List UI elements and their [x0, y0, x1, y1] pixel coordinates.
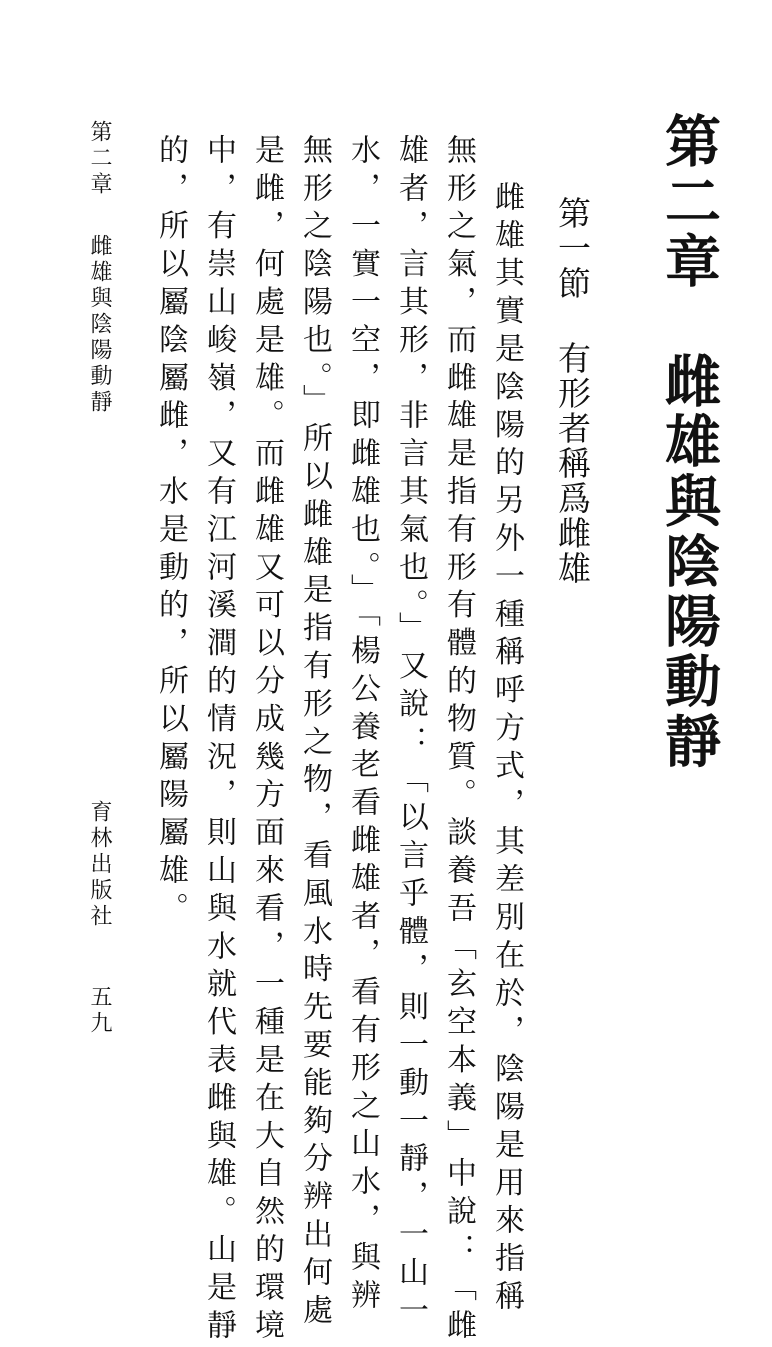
body-line: 是雌，何處是雄。而雌雄又可以分成幾方面來看，一種是在大自然的環境 [249, 134, 284, 1347]
body-line: 雌雄其實是陰陽的另外一種稱呼方式，其差別在於，陰陽是用來指稱 [489, 181, 524, 1318]
section-heading [553, 196, 592, 586]
section-number: 第一節 [553, 196, 592, 301]
running-chapter-ref: 第二章 [87, 120, 112, 198]
running-header [88, 120, 110, 416]
body-line: 無形之氣，而雌雄是指有形有體的物質。談養吾「玄空本義」中說：「雌 [441, 134, 476, 1347]
publisher-name: 育林出版社 [87, 800, 112, 930]
page-number: 五九 [87, 985, 112, 1037]
section-name: 有形者稱爲雌雄 [553, 341, 592, 586]
body-line: 雄者，言其形，非言其氣也。」又說：「以言乎體，則一動一靜，一山一 [393, 134, 428, 1332]
chapter-title: 第二章 雌雄與陰陽動靜 [656, 112, 721, 772]
running-chapter-name: 雌雄與陰陽動靜 [87, 234, 112, 416]
body-line: 的，所以屬陰屬雌，水是動的，所以屬陽屬雄。 [153, 134, 188, 930]
body-line: 水，一實一空，即雌雄也。」「楊公養老看雌雄者，看有形之山水，與辨 [345, 134, 380, 1317]
body-line: 無形之陰陽也。」所以雌雄是指有形之物，看風水時先要能夠分辨出何處 [297, 134, 332, 1332]
body-line: 中，有崇山峻嶺，又有江河溪澗的情況，則山與水就代表雌與雄。山是靜 [201, 134, 236, 1347]
